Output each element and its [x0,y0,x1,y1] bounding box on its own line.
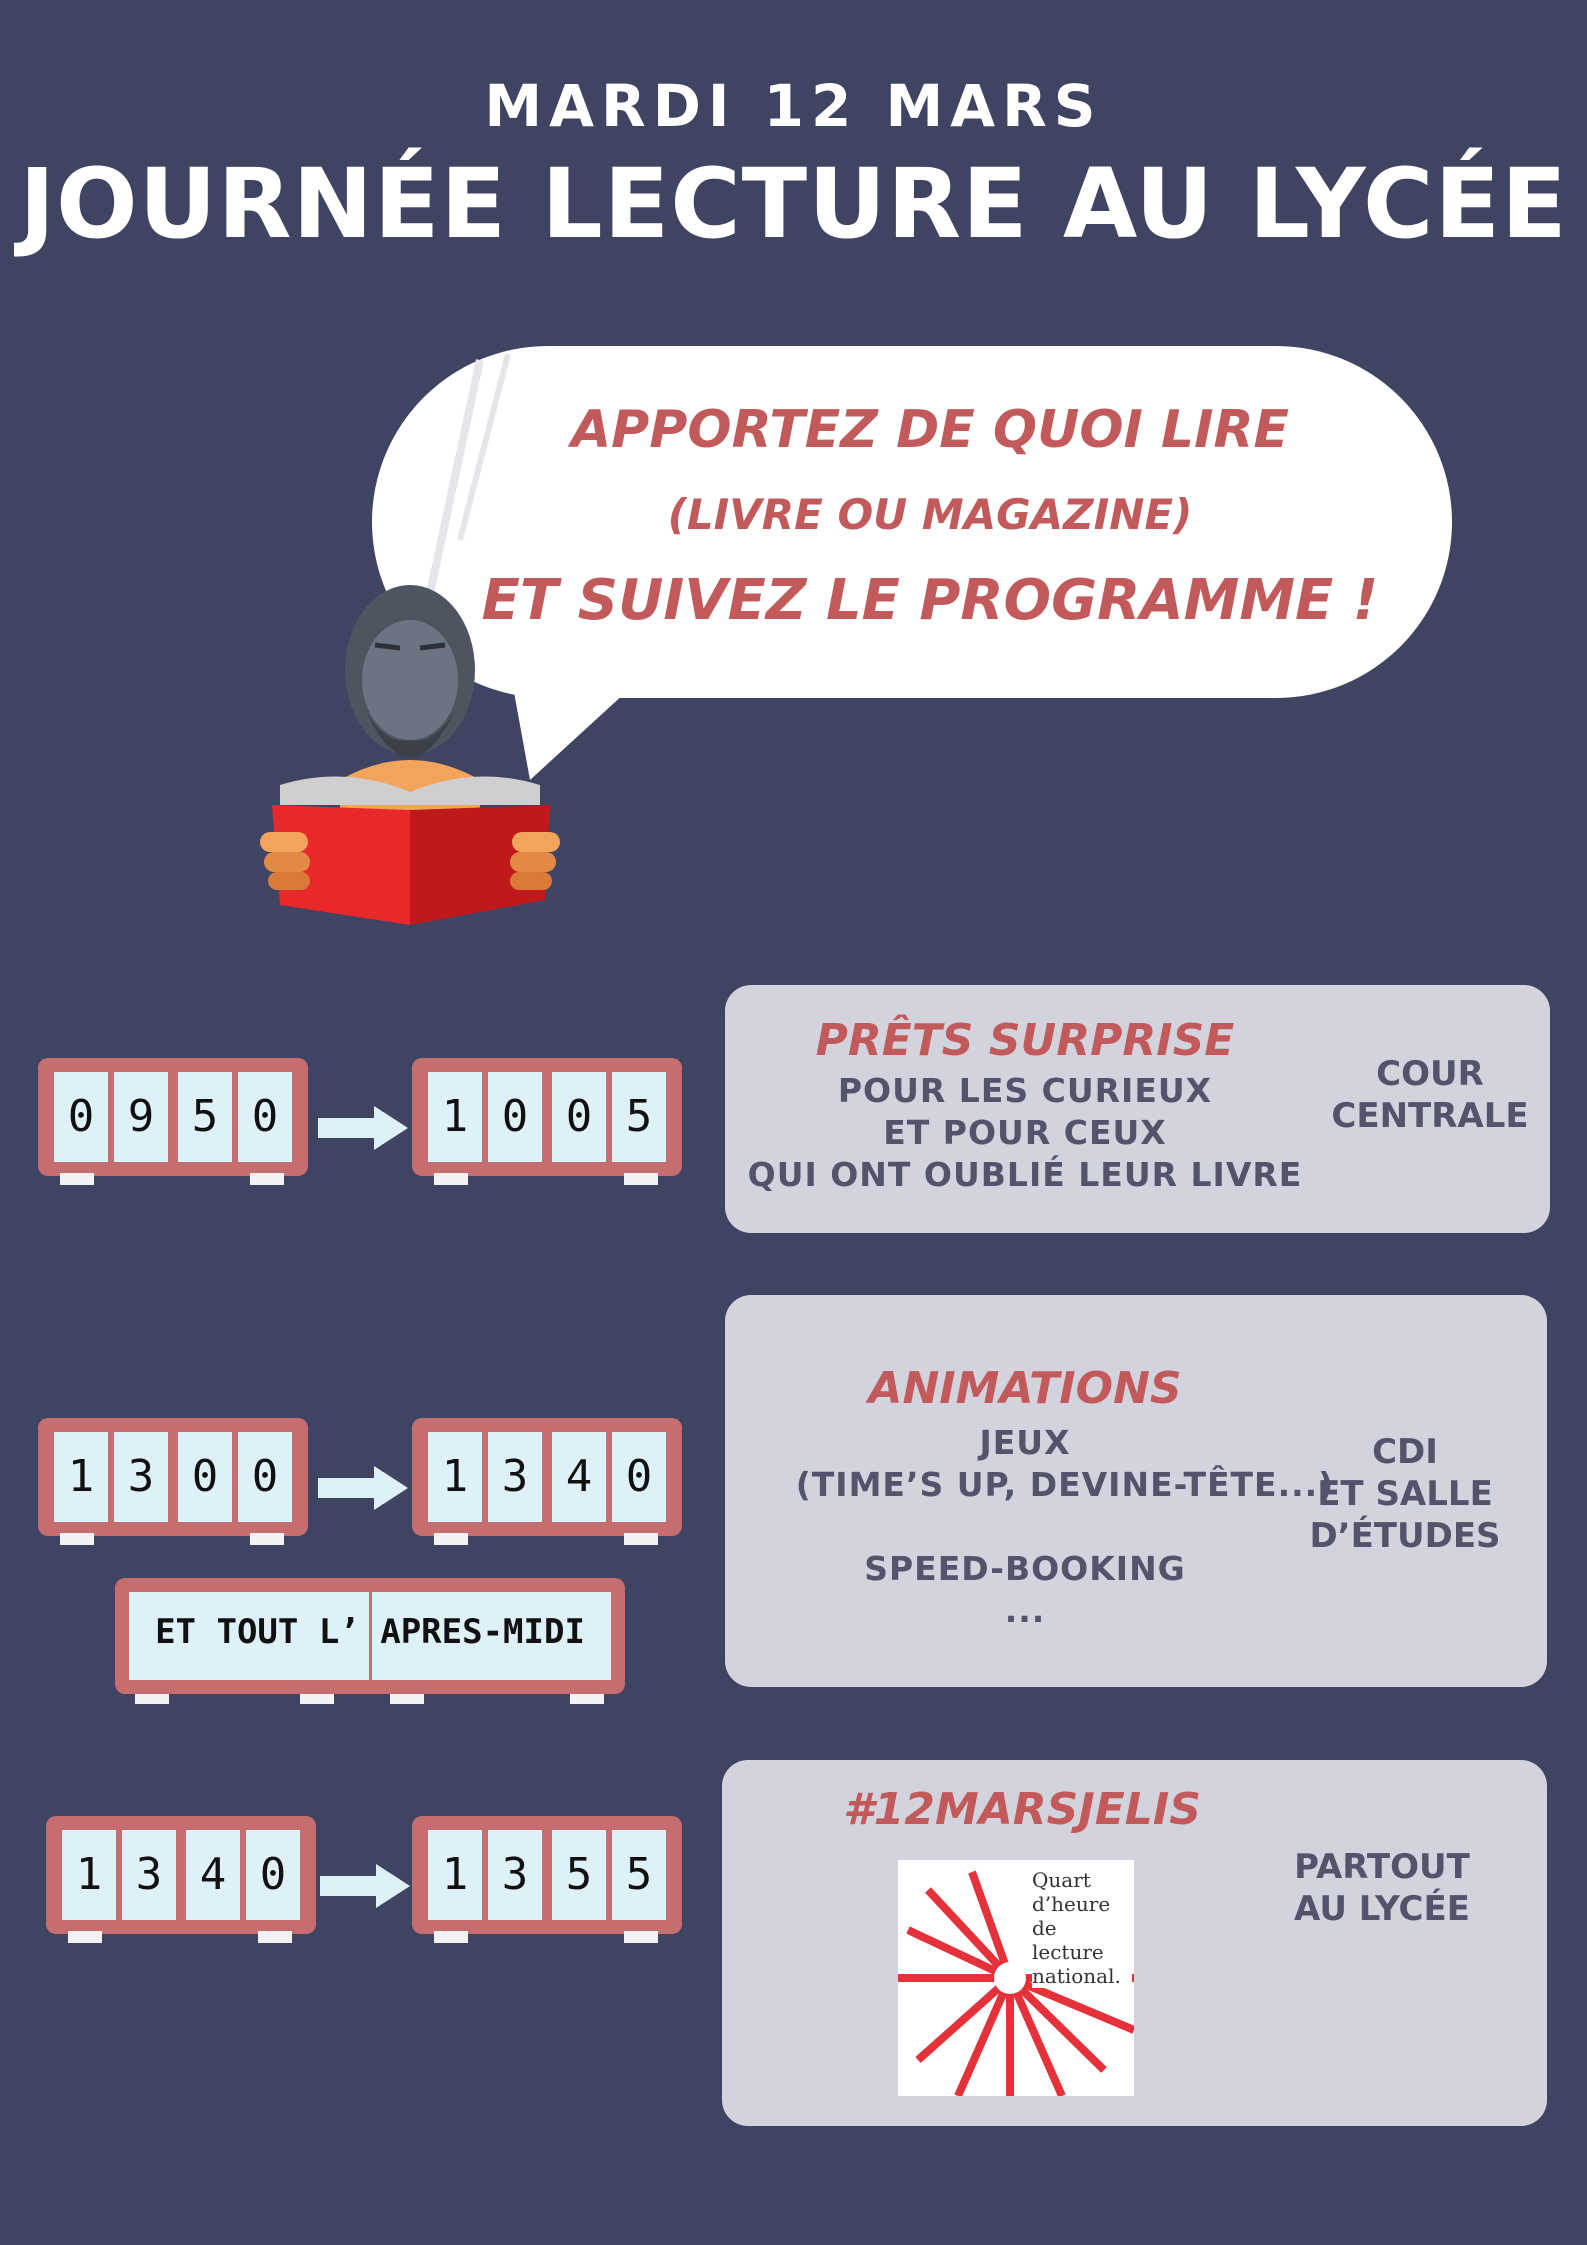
card-title: PRÊTS SURPRISE [815,1015,1235,1066]
clock-digit: 9 [114,1072,168,1162]
end-clock-1 [412,1058,682,1186]
afternoon-banner [115,1578,625,1702]
clock-digit: 5 [178,1072,232,1162]
clock-digit: 4 [552,1432,606,1522]
card-place: CDI ET SALLE D’ÉTUDES [1309,1432,1501,1556]
end-clock-3 [412,1816,682,1944]
banner-text: ET TOUT L’ APRES-MIDI [155,1612,585,1652]
clock-digit: 5 [612,1830,666,1920]
clock-digit: 0 [612,1432,666,1522]
clock-digit: 1 [62,1830,116,1920]
card-line: ET POUR CEUX [883,1113,1167,1152]
card-place: COUR CENTRALE [1331,1054,1529,1136]
clock-digit: 3 [488,1432,542,1522]
arrow-right-icon [318,1106,408,1150]
clock-digit: 0 [178,1432,232,1522]
card-line: QUI ONT OUBLIÉ LEUR LIVRE [747,1155,1303,1194]
clock-digit: 0 [238,1072,292,1162]
activity-card-2 [725,1295,1547,1687]
card-line: POUR LES CURIEUX [837,1071,1213,1110]
event-date: MARDI 12 MARS [484,72,1103,140]
card-line: (TIME’S UP, DEVINE-TÊTE...) [795,1465,1335,1504]
card-line: SPEED-BOOKING [864,1549,1186,1588]
end-clock-2 [412,1418,682,1546]
clock-digit: 1 [428,1072,482,1162]
clock-digit: 0 [246,1830,300,1920]
clock-digit: 4 [186,1830,240,1920]
clock-digit: 1 [428,1432,482,1522]
clock-digit: 3 [122,1830,176,1920]
bubble-line-3: ET SUIVEZ LE PROGRAMME ! [481,568,1379,633]
card-title: ANIMATIONS [868,1363,1182,1414]
clock-digit: 1 [54,1432,108,1522]
clock-digit: 0 [238,1432,292,1522]
page-title: JOURNÉE LECTURE AU LYCÉE [19,148,1568,260]
clock-digit: 5 [612,1072,666,1162]
bubble-line-1: APPORTEZ DE QUOI LIRE [570,400,1290,460]
clock-digit: 5 [552,1830,606,1920]
card-title: #12MARSJELIS [843,1784,1201,1835]
logo-text: Quart d’heure de lecture national. [1032,1868,1132,1988]
card-line: JEUX [979,1423,1071,1462]
activity-card-1 [725,985,1550,1233]
quart-dheure-logo [898,1860,1134,2096]
card-line: ... [1004,1591,1046,1630]
bubble-line-2: (LIVRE OU MAGAZINE) [667,490,1193,539]
clock-digit: 0 [552,1072,606,1162]
card-place: PARTOUT AU LYCÉE [1294,1847,1470,1929]
start-clock-2 [38,1418,308,1546]
arrow-right-icon [320,1864,410,1908]
clock-digit: 0 [488,1072,542,1162]
start-clock-1 [38,1058,308,1186]
clock-digit: 1 [428,1830,482,1920]
reader-illustration-icon [260,570,560,930]
activity-card-3 [722,1760,1547,2126]
clock-digit: 3 [114,1432,168,1522]
clock-digit: 0 [54,1072,108,1162]
start-clock-3 [46,1816,316,1944]
clock-digit: 3 [488,1830,542,1920]
arrow-right-icon [318,1466,408,1510]
